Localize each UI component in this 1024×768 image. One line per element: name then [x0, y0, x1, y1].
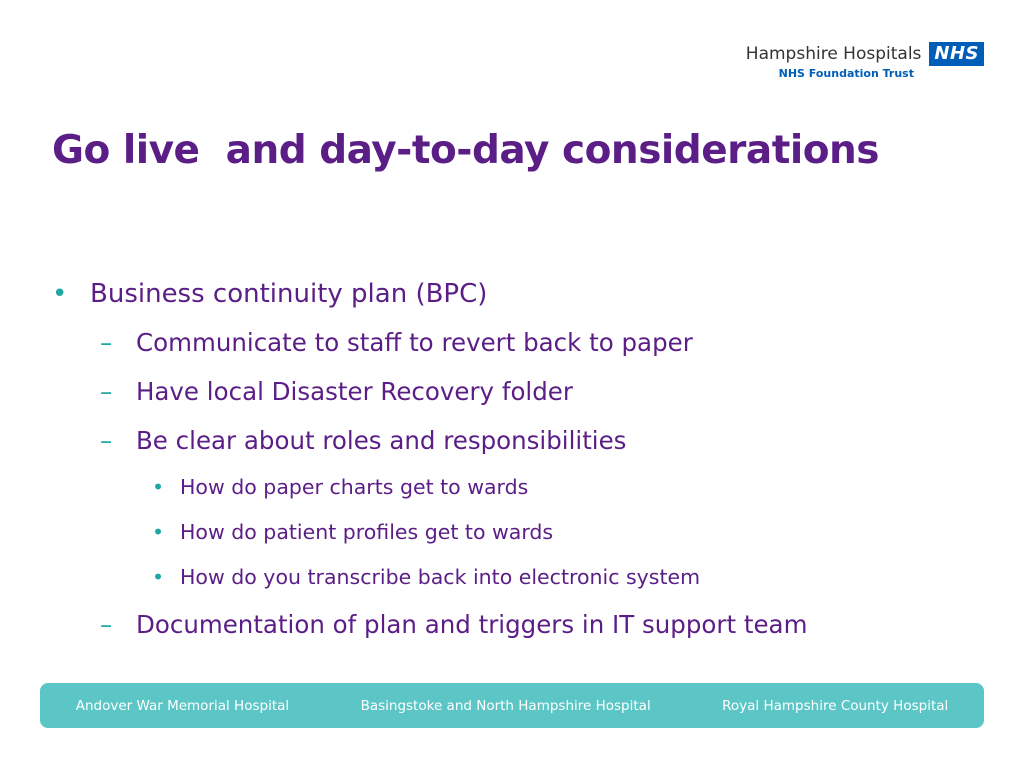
slide-title: Go live and day-to-day considerations: [52, 128, 879, 173]
logo-trust-name: NHS Foundation Trust: [778, 67, 914, 80]
list-item-text: Communicate to staff to revert back to paper: [136, 328, 693, 357]
list-item-text: Be clear about roles and responsibilities: [136, 426, 627, 455]
footer-hospital-basingstoke: Basingstoke and North Hampshire Hospital: [360, 697, 651, 714]
footer-bar: [40, 683, 984, 728]
list-item-text: Documentation of plan and triggers in IT support team: [136, 610, 808, 639]
footer-hospital-andover: Andover War Memorial Hospital: [75, 697, 290, 714]
dash-marker: –: [100, 426, 113, 455]
list-item: [52, 465, 992, 510]
footer-hospital-royal-hampshire: Royal Hampshire County Hospital: [722, 697, 949, 714]
sub-bullet-marker: •: [152, 475, 165, 499]
list-item: [52, 555, 992, 600]
sub-bullet-marker: •: [152, 565, 165, 589]
dash-marker: –: [100, 328, 113, 357]
list-item-text: How do you transcribe back into electronic system: [180, 565, 701, 589]
dash-marker: –: [100, 377, 113, 406]
logo-org-name: Hampshire Hospitals: [745, 44, 922, 64]
list-item-text: Have local Disaster Recovery folder: [136, 377, 573, 406]
nhs-badge: NHS: [929, 42, 984, 66]
list-item: [52, 318, 992, 367]
list-item: [52, 510, 992, 555]
bullet-list: [52, 270, 992, 649]
dash-marker: –: [100, 610, 113, 639]
list-item: [52, 416, 992, 465]
list-item-text: How do patient profiles get to wards: [180, 520, 554, 544]
logo-main-row: [746, 42, 984, 66]
list-item-text: Business continuity plan (BPC): [90, 279, 488, 309]
list-item-text: How do paper charts get to wards: [180, 475, 529, 499]
list-item: [52, 600, 992, 649]
sub-bullet-marker: •: [152, 520, 165, 544]
bullet-marker: •: [52, 279, 68, 309]
nhs-trust-logo: [746, 42, 984, 80]
list-item: [52, 270, 992, 318]
list-item: [52, 367, 992, 416]
